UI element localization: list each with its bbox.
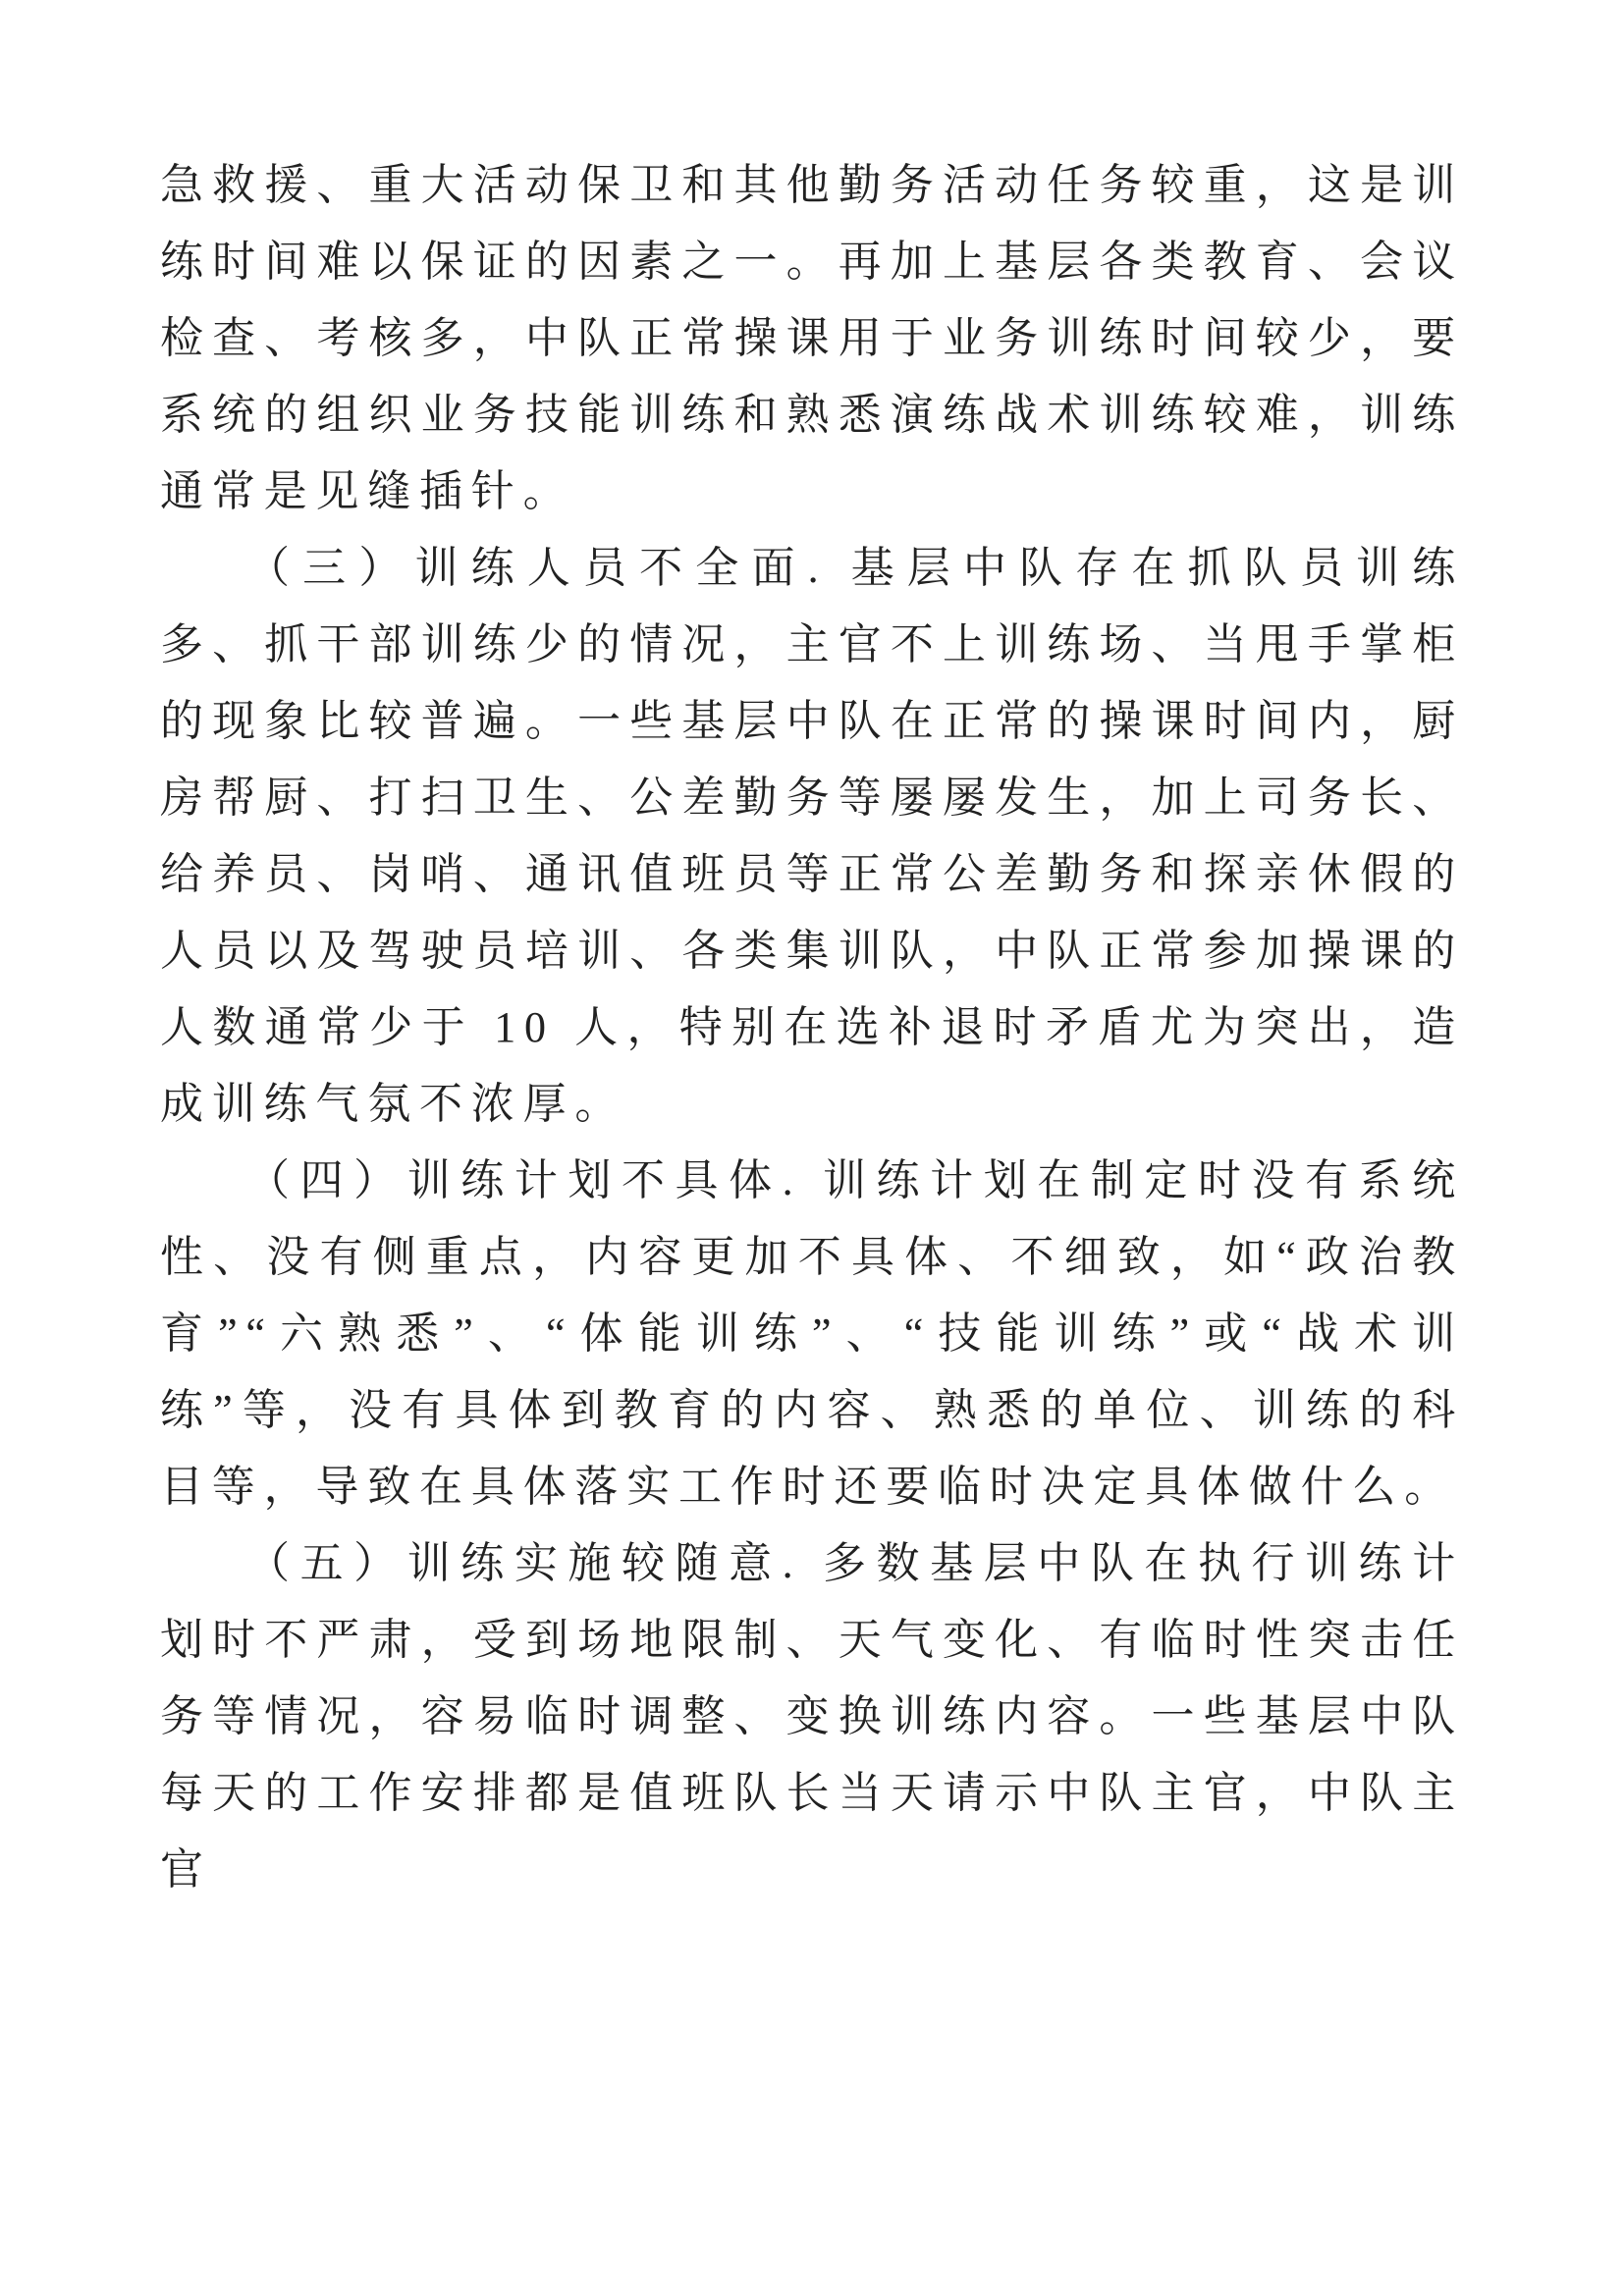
paragraph-item-5: （五）训练实施较随意. 多数基层中队在执行训练计划时不严肃，受到场地限制、天气变化、有临时性突击任务等情况，容易临时调整、变换训练内容。一些基层中队每天的工作安排都是值班队长当天请示中队主官，中队主官 [160,1539,1464,1894]
paragraph-continuation: 急救援、重大活动保卫和其他勤务活动任务较重，这是训练时间难以保证的因素之一。再加上基层各类教育、会议检查、考核多，中队正常操课用于业务训练时间较少，要系统的组织业务技能训练和熟悉演练战术训练较难，训练通常是见缝插针。 [160,161,1464,515]
paragraph-item-4: （四）训练计划不具体. 训练计划在制定时没有系统性、没有侧重点，内容更加不具体、不细致，如“政治教育”“六熟悉”、“体能训练”、“技能训练”或“战术训练”等，没有具体到教育的内容、熟悉的单位、训练的科目等，导致在具体落实工作时还要临时决定具体做什么。 [160,1156,1464,1511]
paragraph-item-3: （三）训练人员不全面. 基层中队存在抓队员训练多、抓干部训练少的情况，主官不上训练场、当甩手掌柜的现象比较普遍。一些基层中队在正常的操课时间内，厨房帮厨、打扫卫生、公差勤务等屡屡发生，加上司务长、给养员、岗哨、通讯值班员等正常公差勤务和探亲休假的人员以及驾驶员培训、各类集训队，中队正常参加操课的人数通常少于 10 人，特别在选补退时矛盾尤为突出，造成训练气氛不浓厚。 [160,544,1464,1128]
